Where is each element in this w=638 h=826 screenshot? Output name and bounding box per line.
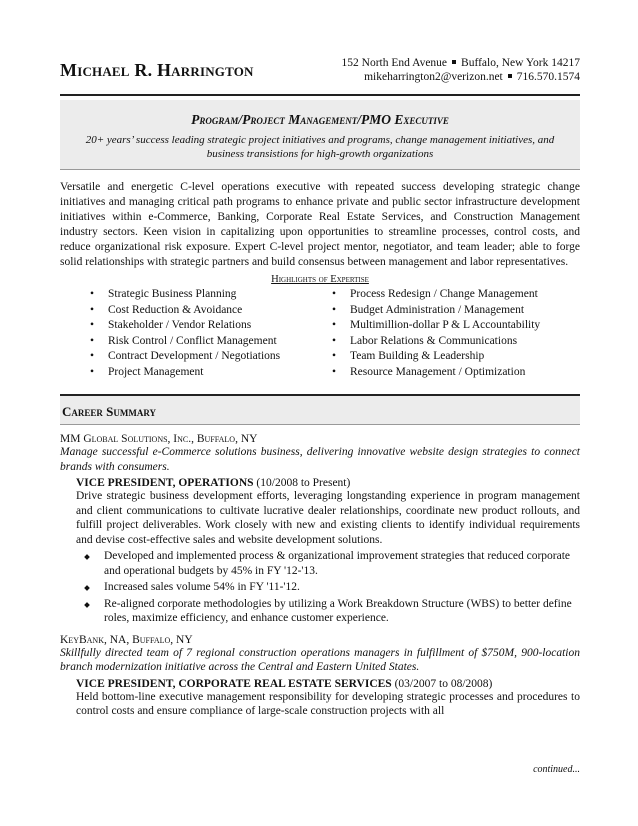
continued-note: continued... — [533, 764, 580, 775]
list-item: • Stakeholder / Vendor Relations — [60, 318, 320, 334]
highlights-left-column — [60, 287, 320, 380]
candidate-name: Michael R. Harrington — [60, 60, 254, 80]
list-item: • Budget Administration / Management — [320, 303, 580, 319]
list-item: • Resource Management / Optimization — [320, 365, 580, 381]
role-description: Held bottom-line executive management responsibility for developing strategic processes and procedures to control costs and ensure compliance of large-scale construction projects with all — [76, 690, 580, 717]
list-item: • Project Management — [60, 365, 320, 381]
list-item: • Team Building & Leadership — [320, 349, 580, 365]
career-summary-heading: Career Summary — [60, 394, 580, 425]
list-item: • Multimillion-dollar P & L Accountability — [320, 318, 580, 334]
diamond-bullet-icon — [84, 585, 90, 591]
company-name: MM Global Solutions, Inc., Buffalo, NY — [60, 433, 258, 445]
company-description: Skillfully directed team of 7 regional construction operations managers in fulfillment of $750M, 900-location branch modernization initiative across the Central and Eastern United States. — [60, 646, 580, 673]
list-item: • Labor Relations & Communications — [320, 334, 580, 350]
list-item: • Process Redesign / Change Management — [320, 287, 580, 303]
highlights-right-column — [320, 287, 580, 380]
job-entry — [60, 433, 580, 626]
achievement-text: Re-aligned corporate methodologies by utilizing a Work Breakdown Structure (WBS) to better define roles, maximize efficiency, and enhance customer experience. — [104, 597, 572, 624]
resume-header — [60, 56, 580, 96]
diamond-bullet-icon — [84, 602, 90, 608]
email[interactable]: mikeharrington2@verizon.net — [364, 71, 503, 83]
role-line — [76, 678, 580, 690]
headline-box — [60, 100, 580, 170]
headline-title: Program/Project Management/PMO Executive — [191, 112, 449, 127]
list-item: • Strategic Business Planning — [60, 287, 320, 303]
job-entry — [60, 634, 580, 719]
company-description: Manage successful e-Commerce solutions business, delivering innovative website design strategies to connect brands with consumers. — [60, 446, 580, 473]
resume-page — [60, 56, 580, 719]
headline-subtitle: 20+ years’ success leading strategic project initiatives and programs, change management initiatives, and business transistions for high-growth organizations — [85, 134, 555, 160]
diamond-bullet-icon — [84, 554, 90, 560]
list-item: • Contract Development / Negotiations — [60, 349, 320, 365]
square-bullet-icon — [508, 74, 512, 78]
list-item — [84, 549, 580, 578]
company-name: KeyBank, NA, Buffalo, NY — [60, 633, 193, 646]
list-item — [84, 597, 580, 626]
highlights-heading: Highlights of Expertise — [271, 274, 369, 285]
list-item — [84, 580, 580, 595]
profile-summary: Versatile and energetic C-level operations executive with repeated success developing strategic change initiatives and managing critical path programs to enhance private and public sector infrastructure development initiatives within e-Commerce, Banking, Corporate Real Estate Services, and Construction Management industry sectors. Keen vision in capitalizing upon opportunities to streamline processes, control costs, and reduce organizational risk exposure. Expert C-level project mentor, negotiator, and team leader; able to forge solid relationships with strategic partners and build consensus between management and labor representatives. — [60, 181, 580, 268]
phone: 716.570.1574 — [516, 71, 580, 83]
role-title: VICE PRESIDENT, OPERATIONS — [76, 477, 254, 489]
city: Buffalo, New York 14217 — [461, 57, 580, 69]
highlights-list — [60, 287, 580, 380]
role-line — [76, 477, 580, 489]
achievements-list — [60, 549, 580, 626]
square-bullet-icon — [452, 60, 456, 64]
contact-block — [342, 56, 580, 84]
achievement-text: Developed and implemented process & organizational improvement strategies that reduced corporate and operational budgets by 45% in FY '12-'13. — [104, 550, 571, 577]
role-description: Drive strategic business development efforts, leveraging longstanding experience in program management and client communications to cultivate lucrative dealer relationships, coordinate new product rollouts, and fulfill project deliverables. Work closely with new and existing clients to identify individual requirements and devise cost-effective sales and website development solutions. — [76, 490, 580, 546]
list-item: • Cost Reduction & Avoidance — [60, 303, 320, 319]
list-item: • Risk Control / Conflict Management — [60, 334, 320, 350]
role-title: VICE PRESIDENT, CORPORATE REAL ESTATE SERVICES — [76, 677, 392, 690]
address: 152 North End Avenue — [341, 57, 448, 69]
role-dates: (03/2007 to 08/2008) — [394, 677, 493, 690]
role-dates: (10/2008 to Present) — [256, 477, 351, 489]
achievement-text: Increased sales volume 54% in FY '11-'12. — [104, 581, 300, 593]
